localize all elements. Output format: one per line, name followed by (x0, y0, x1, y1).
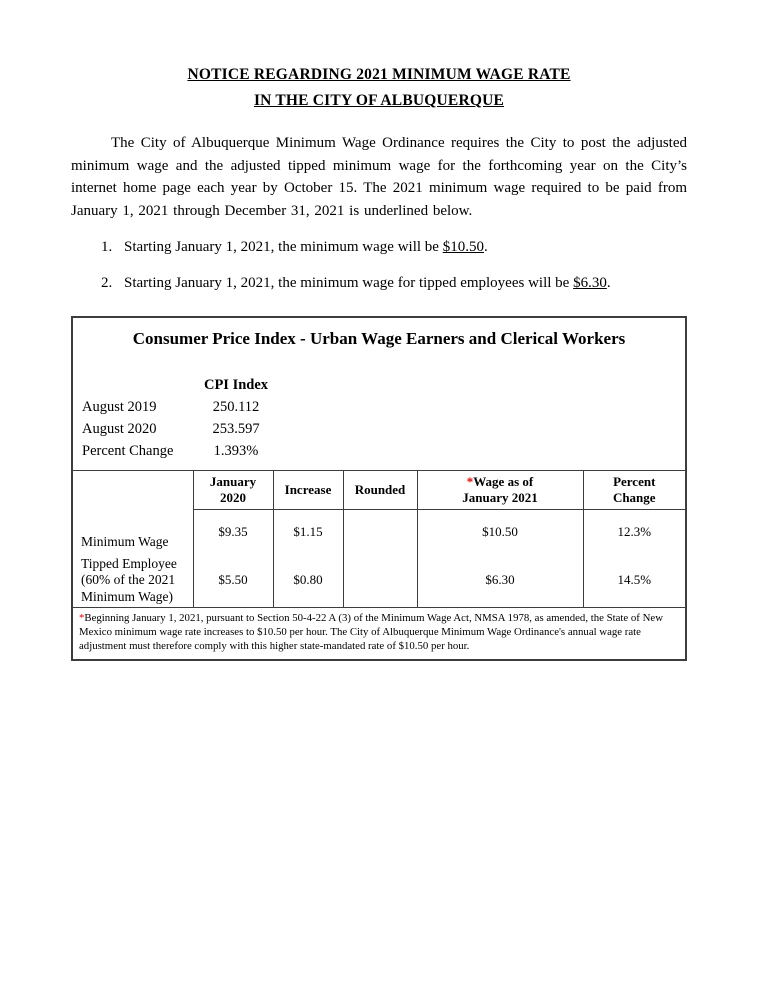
list-item-1-number: 1. (101, 239, 113, 255)
wage-table-header-rounded: Rounded (343, 471, 417, 510)
tipped-employee-row (73, 554, 685, 608)
list-item-1 (71, 239, 687, 256)
minimum-wage-january-2021: $10.50 (417, 510, 583, 554)
cpi-table-title: Consumer Price Index - Urban Wage Earners and Clerical Workers (132, 329, 626, 348)
minimum-wage-increase: $1.15 (273, 510, 343, 554)
minimum-wage-january-2020: $9.35 (193, 510, 273, 554)
cpi-row-percent-change (73, 440, 685, 462)
wage-table-header-increase: Increase (273, 471, 343, 510)
tipped-employee-rounded (343, 554, 417, 608)
tipped-employee-january-2020: $5.50 (193, 554, 273, 608)
list-item-2 (71, 275, 687, 292)
footnote-asterisk: * (79, 612, 85, 624)
cpi-row-label: Percent Change (82, 443, 174, 459)
notice-title-line-2 (71, 88, 687, 114)
cpi-wage-table-box (71, 316, 687, 661)
minimum-wage-rounded (343, 510, 417, 554)
cpi-row-label: August 2020 (82, 421, 157, 437)
notice-title-line-1-text: NOTICE REGARDING 2021 MINIMUM WAGE RATE (187, 66, 571, 83)
list-item-2-prefix: Starting January 1, 2021, the minimum wage for tipped employees will be (124, 275, 574, 291)
cpi-row-value: 253.597 (212, 421, 260, 437)
numbered-list (71, 239, 687, 292)
table-footnote (73, 608, 685, 660)
header-asterisk: * (466, 474, 474, 489)
cpi-grid (73, 374, 685, 462)
cpi-header-spacer (73, 374, 184, 396)
cpi-row-value: 250.112 (212, 399, 260, 415)
cpi-section (73, 318, 685, 471)
wage-table-header-blank (73, 471, 193, 510)
list-item-2-number: 2. (101, 275, 113, 291)
list-item-1-suffix: . (483, 239, 488, 255)
wage-table-header-wage-january-2021 (417, 471, 583, 510)
list-item-1-prefix: Starting January 1, 2021, the minimum wage will be (124, 239, 443, 255)
wage-table-header-january-2020-text: January 2020 (209, 474, 257, 505)
cpi-row-label: August 2019 (82, 399, 157, 415)
wage-table-header-january-2020 (193, 471, 273, 510)
minimum-wage-row-label: Minimum Wage (73, 510, 193, 554)
wage-january-2021-label: Wage as of January 2021 (462, 474, 538, 505)
tipped-employee-increase: $0.80 (273, 554, 343, 608)
wage-table-header-row (73, 471, 685, 510)
notice-title (71, 62, 687, 114)
cpi-row-august-2019 (73, 396, 685, 418)
intro-paragraph: The City of Albuquerque Minimum Wage Ordinance requires the City to post the adjusted minimum wage and the adjusted tipped minimum wage for the forthcoming year on the City’s internet home page each year by October 15. The 2021 minimum wage required to be paid from January 1, 2021 through December 31, 2021 is underlined below. (71, 135, 687, 219)
list-item-1-text (124, 239, 488, 256)
notice-title-line-1 (71, 62, 687, 88)
tipped-employee-percent-change: 14.5% (583, 554, 685, 608)
footnote-row (73, 608, 685, 660)
cpi-row-august-2020 (73, 418, 685, 440)
cpi-index-column-header: CPI Index (203, 377, 269, 393)
list-item-2-suffix: . (606, 275, 611, 291)
wage-comparison-table (73, 471, 685, 659)
wage-table-header-percent-change (583, 471, 685, 510)
cpi-header-row (73, 374, 685, 396)
tipped-employee-january-2021: $6.30 (417, 554, 583, 608)
document-body (71, 0, 687, 661)
list-item-1-wage-value: $10.50 (442, 239, 484, 255)
cpi-row-value: 1.393% (213, 443, 259, 459)
tipped-employee-row-label: Tipped Employee (60% of the 2021 Minimum Wage) (73, 554, 193, 608)
list-item-2-wage-value: $6.30 (573, 275, 607, 291)
minimum-wage-row (73, 510, 685, 554)
minimum-wage-percent-change: 12.3% (583, 510, 685, 554)
wage-table-header-percent-change-text: Percent Change (612, 474, 656, 505)
notice-title-line-2-text: IN THE CITY OF ALBUQUERQUE (253, 92, 505, 109)
footnote-text: Beginning January 1, 2021, pursuant to Section 50-4-22 A (3) of the Minimum Wage Act, NMSA 1978, as amended, the State of New Mexico minimum wage rate increases to $10.50 per hour. The City of Albuquerque Minimum Wage Ordinance's annual wage rate adjustment must therefore comply with this higher state-mandated rate of $10.50 per hour. (79, 612, 663, 652)
wage-table-header-wage-january-2021-text (448, 474, 552, 506)
list-item-2-text (124, 275, 611, 292)
